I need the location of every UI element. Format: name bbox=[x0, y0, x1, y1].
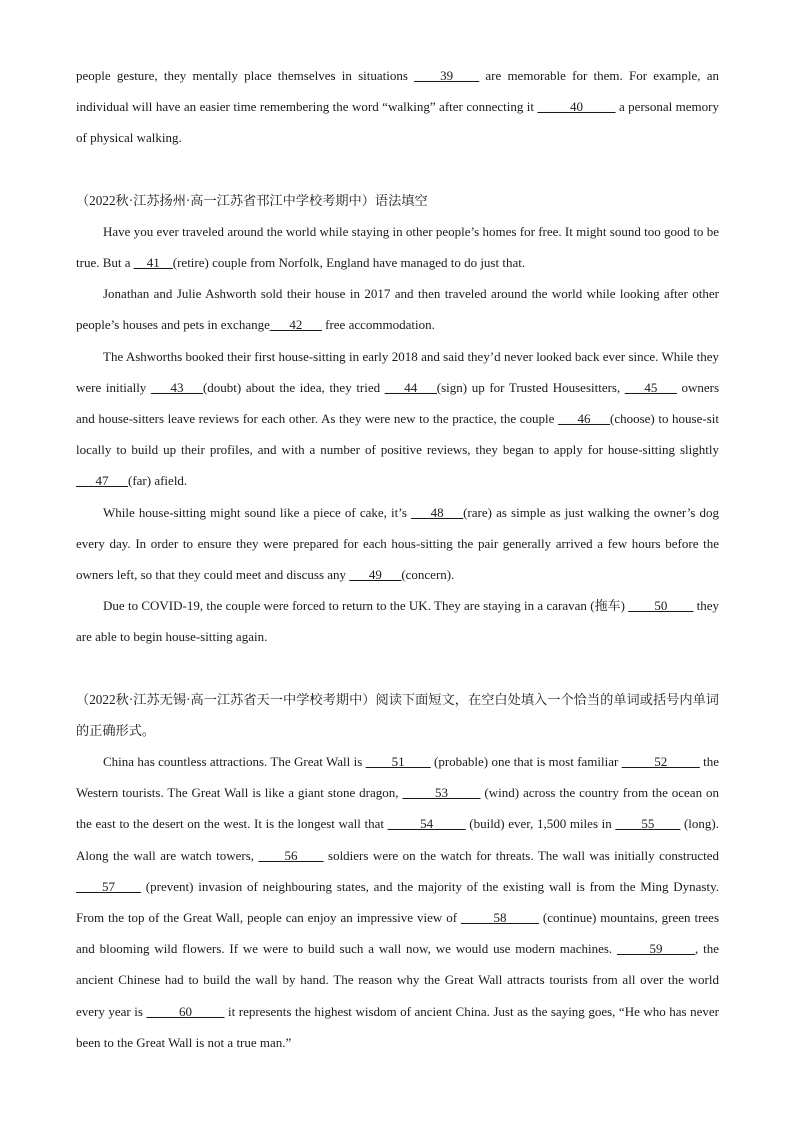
text-run: (sign) up for Trusted Housesitters, bbox=[436, 379, 625, 395]
paragraph bbox=[76, 341, 719, 497]
text-run: While house-sitting might sound like a piece of cake, it’s bbox=[103, 504, 412, 520]
passage-continuation bbox=[76, 60, 719, 154]
answer-blank: ____55____ bbox=[615, 816, 681, 832]
answer-blank: ___42___ bbox=[269, 317, 322, 333]
text-run: Due to COVID-19, the couple were forced to return to the UK. They are staying in a caravan (拖车) bbox=[103, 598, 629, 614]
answer-blank: _____58_____ bbox=[460, 910, 539, 926]
text-run: it represents the highest wisdom of ancient China. Just as the saying goes, “He who has never been to the Great Wall is not a true man.” bbox=[76, 1003, 719, 1050]
text-run: (doubt) about the idea, they tried bbox=[202, 379, 385, 395]
text-run: people gesture, they mentally place themselves in situations bbox=[76, 68, 415, 83]
answer-blank: _____59_____ bbox=[617, 941, 696, 957]
answer-blank: ____51____ bbox=[365, 754, 431, 770]
answer-blank: ___43___ bbox=[150, 379, 203, 395]
text-run: China has countless attractions. The Great Wall is bbox=[103, 754, 366, 770]
text-run: (continue) mountains, green trees and blooming wild flowers. If we were to build such a wall now, we would use modern machines. bbox=[76, 910, 720, 957]
text-run: owners and house-sitters leave reviews for each other. As they were new to the practice, the couple bbox=[76, 379, 720, 427]
answer-blank: ____57____ bbox=[76, 878, 141, 894]
answer-blank: ____39____ bbox=[414, 68, 480, 83]
text-run: (build) ever, 1,500 miles in bbox=[465, 816, 616, 832]
text-run: (rare) as simple as just walking the owner’s dog every day. In order to ensure they were prepared for each hous-sitting the pair generally arrived a few hours before the owners left, so that they could meet and discuss any bbox=[76, 504, 719, 583]
text-run: (long). Along the wall are watch towers, bbox=[76, 816, 719, 863]
document-page bbox=[76, 60, 719, 1058]
text-run: soldiers were on the watch for threats. The wall was initially constructed bbox=[323, 847, 719, 863]
answer-blank: _____53_____ bbox=[402, 785, 481, 801]
text-run: Jonathan and Julie Ashworth sold their house in 2017 and then traveled around the world while looking after other people’s houses and pets in exchange bbox=[76, 286, 719, 333]
answer-blank: ___49___ bbox=[349, 567, 402, 583]
paragraph bbox=[76, 278, 719, 340]
text-run: (wind) across the country from the ocean on the east to the desert on the west. It is the longest wall that bbox=[76, 785, 719, 832]
paragraph bbox=[76, 746, 719, 1058]
text-run: , the ancient Chinese had to build the wall by hand. The reason why the Great Wall attracts tourists from all over the world every year is bbox=[76, 941, 719, 1019]
text-run: free accommodation. bbox=[321, 317, 435, 333]
answer-blank: _____52_____ bbox=[621, 754, 700, 770]
text-run: (probable) one that is most familiar bbox=[430, 754, 622, 770]
text-run: The Ashworths booked their first house-sitting in early 2018 and said they’d never looked back ever since. While they were initially bbox=[76, 348, 719, 395]
answer-blank: ___48___ bbox=[411, 504, 464, 520]
text-run: the Western tourists. The Great Wall is like a giant stone dragon, bbox=[76, 754, 719, 801]
text-run: (choose) to house-sit locally to build up their profiles, and with a number of positive reviews, they began to apply for house-sitting slightly bbox=[76, 411, 719, 458]
section-heading-yangzhou: （2022秋·江苏扬州·高一江苏省邗江中学校考期中）语法填空 bbox=[76, 192, 428, 208]
answer-blank: _____40_____ bbox=[537, 99, 616, 115]
text-run: (prevent) invasion of neighbouring states, and the majority of the existing wall is from the Ming Dynasty. From the top of the Great Wall, people can enjoy an impressive view of bbox=[76, 878, 719, 926]
answer-blank: __41__ bbox=[133, 255, 173, 271]
text-run: are memorable for them. For example, an individual will have an easier time remembering the word “walking” after connecting it bbox=[76, 68, 720, 115]
text-run: a personal memory of physical walking. bbox=[76, 99, 720, 146]
answer-blank: _____60_____ bbox=[146, 1003, 225, 1019]
answer-blank: ____50____ bbox=[628, 598, 694, 614]
answer-blank: _____54_____ bbox=[387, 816, 466, 832]
text-run: Have you ever traveled around the world while staying in other people’s homes for free. It might sound too good to be true. But a bbox=[76, 223, 719, 271]
section-heading-wuxi: （2022秋·江苏无锡·高一江苏省天一中学校考期中）阅读下面短文，在空白处填入一个恰当的单词或括号内单词的正确形式。 bbox=[76, 691, 719, 738]
answer-blank: ___47___ bbox=[76, 473, 128, 489]
text-run: (concern). bbox=[401, 567, 455, 583]
text-run: (retire) couple from Norfolk, England have managed to do just that. bbox=[172, 255, 526, 271]
text-run: they are able to begin house-sitting again. bbox=[76, 598, 719, 645]
paragraph bbox=[76, 216, 719, 278]
text-run: (far) afield. bbox=[128, 473, 188, 489]
paragraph bbox=[76, 590, 719, 652]
answer-blank: ____56____ bbox=[258, 847, 324, 863]
answer-blank: ___46___ bbox=[558, 411, 610, 427]
answer-blank: ___45___ bbox=[624, 379, 677, 395]
answer-blank: ___44___ bbox=[384, 379, 437, 395]
paragraph bbox=[76, 497, 719, 591]
